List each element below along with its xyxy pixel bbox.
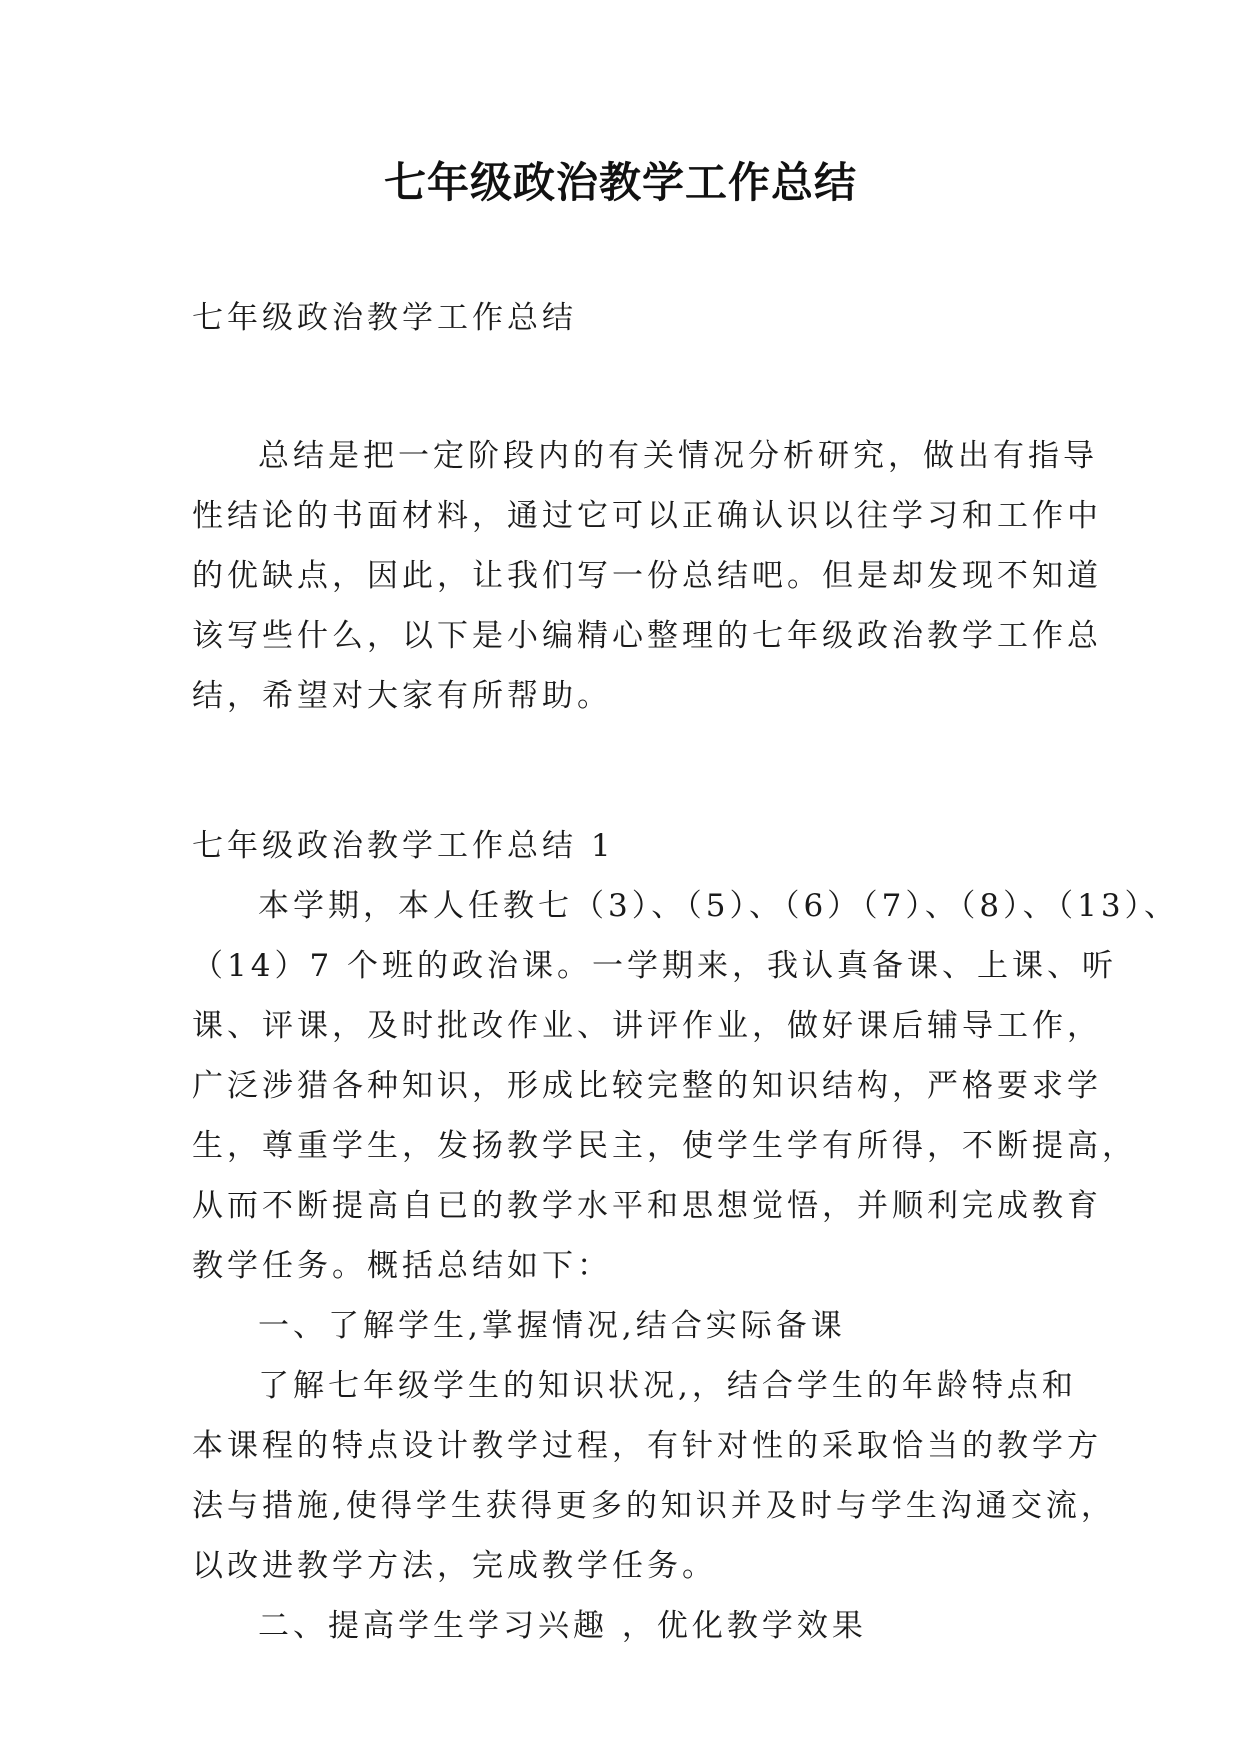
section1-paragraph [192, 876, 1180, 1296]
intro-paragraph [192, 426, 1102, 726]
document-body [192, 288, 1180, 1656]
point2-heading: 二、提高学生学习兴趣 ，优化教学效果 [258, 1608, 867, 1644]
intro-line: 该写些什么，以下是小编精心整理的七年级政治教学工作总 [192, 618, 1102, 654]
section1-line: 从而不断提高自已的教学水平和思想觉悟，并顺利完成教育 [192, 1188, 1102, 1224]
section1-heading: 七年级政治教学工作总结 1 [192, 828, 615, 864]
point1-heading: 一、了解学生,掌握情况,结合实际备课 [258, 1308, 846, 1344]
section1-line: 生，尊重学生，发扬教学民主，使学生学有所得，不断提高， [192, 1128, 1137, 1164]
point1-line: 法与措施,使得学生获得更多的知识并及时与学生沟通交流， [192, 1488, 1116, 1524]
intro-line: 性结论的书面材料，通过它可以正确认识以往学习和工作中 [192, 498, 1102, 534]
document-subtitle: 七年级政治教学工作总结 [192, 300, 577, 336]
section1-line: （14）7 个班的政治课。一学期来，我认真备课、上课、听 [192, 948, 1118, 984]
intro-line: 的优缺点，因此，让我们写一份总结吧。但是却发现不知道 [192, 558, 1102, 594]
section1-line: 本学期，本人任教七（3）、（5）、（6）（7）、（8）、（13）、 [258, 888, 1180, 924]
intro-line: 结，希望对大家有所帮助。 [192, 678, 612, 714]
document-title: 七年级政治教学工作总结 [383, 158, 857, 207]
point1-line: 以改进教学方法，完成教学任务。 [192, 1548, 717, 1584]
section1-line: 教学任务。概括总结如下： [192, 1248, 612, 1284]
section1-line: 课、评课，及时批改作业、讲评作业，做好课后辅导工作， [192, 1008, 1102, 1044]
section1-line: 广泛涉猎各种知识，形成比较完整的知识结构，严格要求学 [192, 1068, 1102, 1104]
intro-line: 总结是把一定阶段内的有关情况分析研究，做出有指导 [258, 438, 1098, 474]
point1-line: 了解七年级学生的知识状况,，结合学生的年龄特点和 [258, 1368, 1077, 1404]
point1-paragraph [192, 1356, 1116, 1596]
point1-line: 本课程的特点设计教学过程，有针对性的采取恰当的教学方 [192, 1428, 1102, 1464]
